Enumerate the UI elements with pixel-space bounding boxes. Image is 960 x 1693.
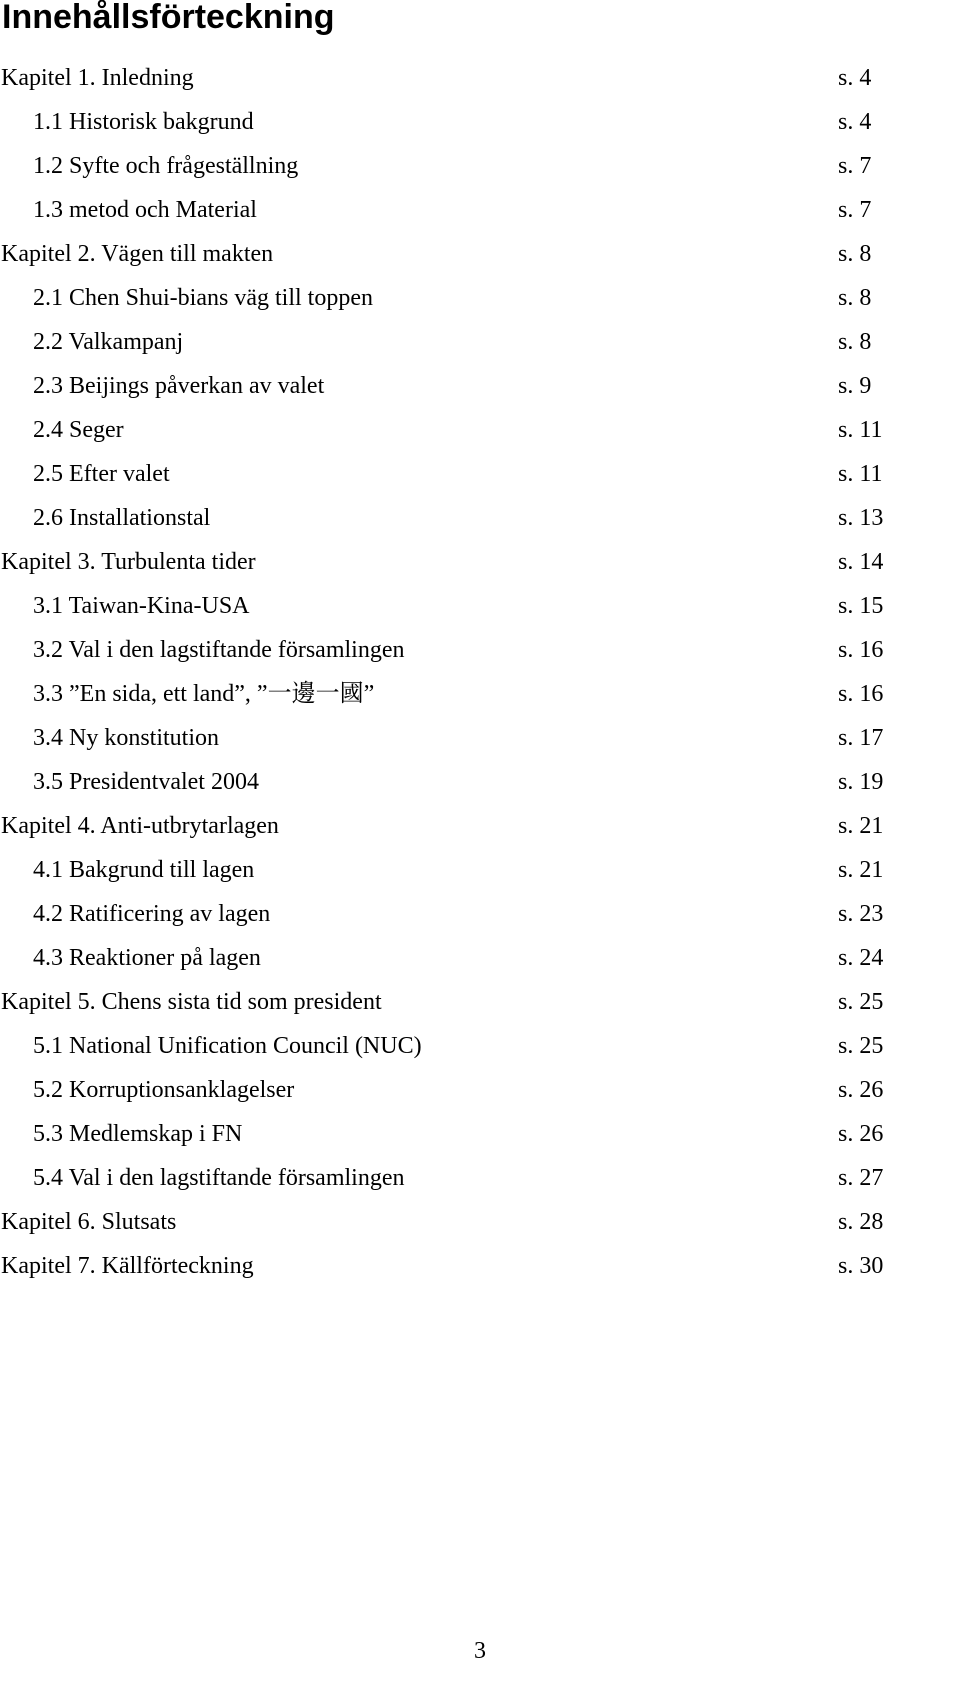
toc-entry-label: 3.4 Ny konstitution — [33, 725, 220, 751]
toc-entry-label: 1.2 Syfte och frågeställning — [33, 153, 299, 179]
toc-entry-page: s. 15 — [838, 593, 884, 619]
toc-chapter-entry — [0, 56, 960, 100]
toc-entry-label: 3.1 Taiwan-Kina-USA — [33, 593, 250, 619]
toc-entry-page: s. 23 — [838, 901, 884, 927]
toc-entry-label: Kapitel 1. Inledning — [1, 65, 194, 91]
toc-entry-page: s. 19 — [838, 769, 884, 795]
toc-entry-label: 4.3 Reaktioner på lagen — [33, 945, 261, 971]
toc-section-entry — [0, 672, 960, 716]
toc-entry-label: 2.5 Efter valet — [33, 461, 170, 487]
toc-entry-page: s. 21 — [838, 813, 884, 839]
toc-entry-label: 4.1 Bakgrund till lagen — [33, 857, 255, 883]
toc-entry-page: s. 8 — [838, 285, 872, 311]
toc-entry-page: s. 7 — [838, 153, 872, 179]
toc-entry-page: s. 16 — [838, 637, 884, 663]
toc-entry-page: s. 7 — [838, 197, 872, 223]
toc-section-entry — [0, 100, 960, 144]
toc-entry-page: s. 26 — [838, 1077, 884, 1103]
toc-section-entry — [0, 936, 960, 980]
toc-entry-label: Kapitel 3. Turbulenta tider — [1, 549, 256, 575]
toc-section-entry — [0, 408, 960, 452]
toc-chapter-entry — [0, 1200, 960, 1244]
toc-entry-label: 2.4 Seger — [33, 417, 124, 443]
toc-section-entry — [0, 1112, 960, 1156]
toc-entry-page: s. 9 — [838, 373, 872, 399]
toc-entry-label: 1.1 Historisk bakgrund — [33, 109, 254, 135]
toc-entry-page: s. 11 — [838, 461, 883, 487]
toc-entry-label: 5.3 Medlemskap i FN — [33, 1121, 243, 1147]
toc-entry-label: 3.3 ”En sida, ett land”, ”一邊一國” — [33, 681, 375, 707]
toc-chapter-entry — [0, 980, 960, 1024]
toc-entry-page: s. 30 — [838, 1253, 884, 1279]
toc-chapter-entry — [0, 540, 960, 584]
toc-section-entry — [0, 496, 960, 540]
toc-section-entry — [0, 1068, 960, 1112]
toc-entry-page: s. 11 — [838, 417, 883, 443]
toc-entry-label: Kapitel 2. Vägen till makten — [1, 241, 274, 267]
toc-entry-label: 2.1 Chen Shui-bians väg till toppen — [33, 285, 373, 311]
toc-section-entry — [0, 628, 960, 672]
toc-section-entry — [0, 1024, 960, 1068]
toc-list — [0, 56, 960, 1288]
toc-section-entry — [0, 364, 960, 408]
toc-chapter-entry — [0, 804, 960, 848]
toc-section-entry — [0, 584, 960, 628]
toc-entry-page: s. 17 — [838, 725, 884, 751]
toc-section-entry — [0, 320, 960, 364]
toc-heading: Innehållsförteckning — [2, 0, 335, 36]
toc-section-entry — [0, 452, 960, 496]
toc-entry-label: 3.5 Presidentvalet 2004 — [33, 769, 259, 795]
toc-entry-page: s. 24 — [838, 945, 884, 971]
toc-chapter-entry — [0, 232, 960, 276]
toc-entry-page: s. 28 — [838, 1209, 884, 1235]
toc-entry-page: s. 13 — [838, 505, 884, 531]
toc-entry-label: Kapitel 4. Anti-utbrytarlagen — [1, 813, 279, 839]
toc-section-entry — [0, 760, 960, 804]
toc-entry-page: s. 16 — [838, 681, 884, 707]
toc-entry-page: s. 4 — [838, 109, 872, 135]
toc-entry-label: 1.3 metod och Material — [33, 197, 257, 223]
toc-entry-label: 2.6 Installationstal — [33, 505, 211, 531]
toc-section-entry — [0, 276, 960, 320]
toc-section-entry — [0, 188, 960, 232]
toc-entry-label: 4.2 Ratificering av lagen — [33, 901, 271, 927]
toc-entry-page: s. 4 — [838, 65, 872, 91]
toc-entry-label: 2.2 Valkampanj — [33, 329, 184, 355]
toc-section-entry — [0, 1156, 960, 1200]
toc-section-entry — [0, 716, 960, 760]
toc-entry-page: s. 26 — [838, 1121, 884, 1147]
toc-entry-label: 3.2 Val i den lagstiftande församlingen — [33, 637, 405, 663]
toc-section-entry — [0, 892, 960, 936]
toc-entry-page: s. 14 — [838, 549, 884, 575]
page-number: 3 — [474, 1638, 486, 1664]
toc-entry-label: 5.4 Val i den lagstiftande församlingen — [33, 1165, 405, 1191]
toc-section-entry — [0, 144, 960, 188]
toc-entry-label: Kapitel 6. Slutsats — [1, 1209, 177, 1235]
toc-entry-label: 2.3 Beijings påverkan av valet — [33, 373, 325, 399]
toc-entry-page: s. 8 — [838, 329, 872, 355]
toc-entry-page: s. 25 — [838, 1033, 884, 1059]
toc-entry-page: s. 8 — [838, 241, 872, 267]
toc-entry-label: 5.1 National Unification Council (NUC) — [33, 1033, 422, 1059]
toc-chapter-entry — [0, 1244, 960, 1288]
toc-entry-label: Kapitel 5. Chens sista tid som president — [1, 989, 382, 1015]
toc-section-entry — [0, 848, 960, 892]
toc-entry-label: Kapitel 7. Källförteckning — [1, 1253, 254, 1279]
toc-entry-page: s. 21 — [838, 857, 884, 883]
toc-entry-page: s. 27 — [838, 1165, 884, 1191]
toc-entry-page: s. 25 — [838, 989, 884, 1015]
toc-entry-label: 5.2 Korruptionsanklagelser — [33, 1077, 295, 1103]
